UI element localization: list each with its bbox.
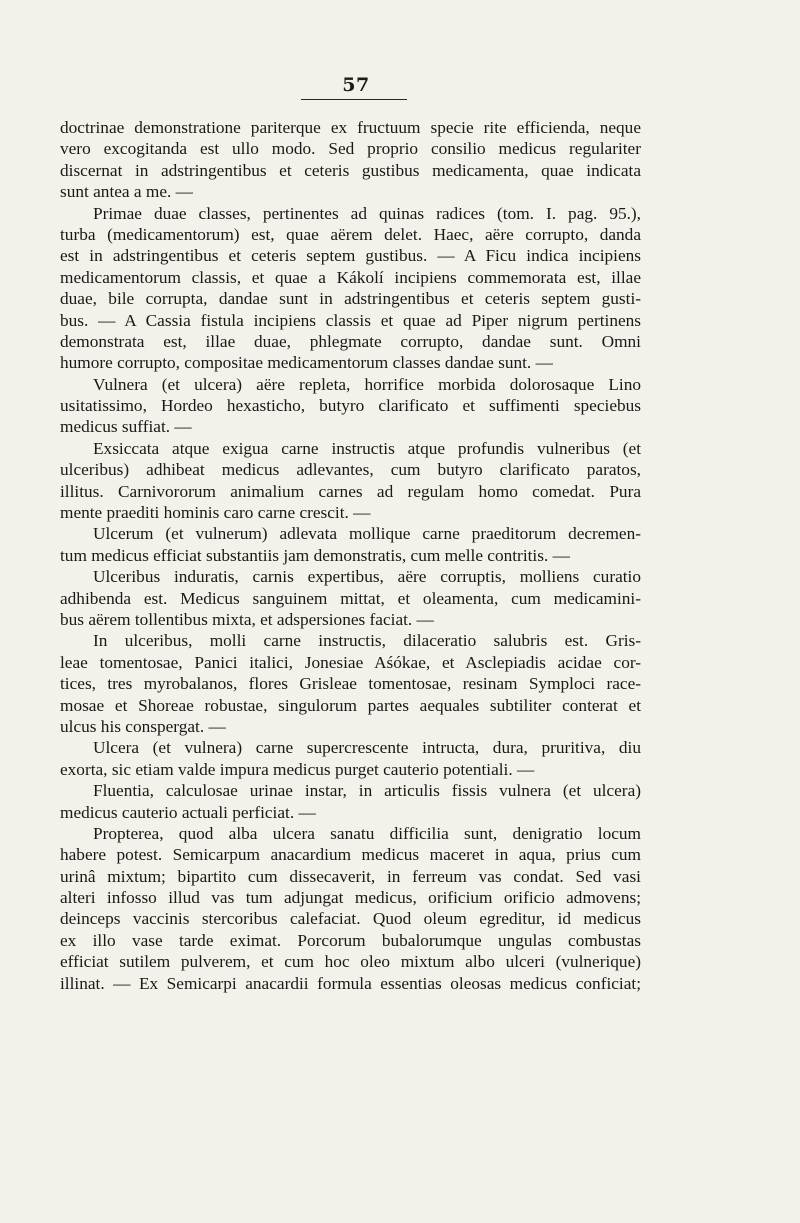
text-line: alteri infosso illud vas tum adjungat medicus, orificium orificio admovens;: [60, 888, 641, 908]
text-line: Vulnera (et ulcera) aëre repleta, horrifice morbida dolorosaque Lino: [93, 374, 641, 394]
text-line: doctrinae demonstratione pariterque ex fructuum specie rite efficienda, neque: [60, 118, 641, 137]
text-line: ulceribus) adhibeat medicus adlevantes, cum butyro clarificato paratos,: [60, 460, 641, 480]
text-line: usitatissimo, Hordeo hexasticho, butyro clarificato et suffimenti speciebus: [60, 396, 641, 416]
text-line: duae, bile corrupta, dandae sunt in adstringentibus et ceteris septem gusti-: [60, 289, 641, 309]
text-line: medicus cauterio actuali perficiat. —: [60, 802, 316, 822]
text-line: est in adstringentibus et ceteris septem gustibus. — A Ficu indica incipiens: [60, 246, 641, 266]
text-line: turba (medicamentorum) est, quae aërem delet. Haec, aëre corrupto, danda: [60, 224, 641, 244]
text-line: Fluentia, calculosae urinae instar, in articulis fissis vulnera (et ulcera): [93, 781, 641, 801]
text-line: illinat. — Ex Semicarpi anacardii formula essentias oleosas medicus conficiat;: [60, 973, 641, 993]
text-line: humore corrupto, compositae medicamentorum classes dandae sunt. —: [60, 353, 553, 373]
header-rule: [301, 99, 407, 100]
text-line: illitus. Carnivororum animalium carnes ad regulam homo comedat. Pura: [60, 481, 641, 501]
text-line: ex illo vase tarde eximat. Porcorum bubalorumque ungulas combustas: [60, 930, 641, 950]
text-line: Ulcerum (et vulnerum) adlevata mollique carne praeditorum decremen-: [93, 524, 641, 544]
body-text: [60, 117, 641, 994]
text-line: medicus suffiat. —: [60, 417, 192, 437]
text-line: Ulceribus induratis, carnis expertibus, aëre corruptis, molliens curatio: [93, 567, 641, 587]
text-line: exorta, sic etiam valde impura medicus purget cauterio potentiali. —: [60, 759, 535, 779]
page-number: 57: [342, 74, 370, 96]
text-line: Ulcera (et vulnera) carne supercrescente intructa, dura, pruritiva, diu: [93, 738, 641, 758]
text-line: sunt antea a me. —: [60, 182, 193, 202]
text-line: vero excogitanda est ullo modo. Sed proprio consilio medicus regulariter: [60, 139, 641, 159]
text-line: mente praediti hominis caro carne crescit. —: [60, 503, 371, 523]
text-line: bus aërem tollentibus mixta, et adspersiones faciat. —: [60, 609, 434, 629]
text-line: Exsiccata atque exigua carne instructis atque profundis vulneribus (et: [93, 438, 641, 458]
text-line: habere potest. Semicarpum anacardium medicus maceret in aqua, prius cum: [60, 845, 641, 865]
text-line: adhibenda est. Medicus sanguinem mittat, et oleamenta, cum medicamini-: [60, 588, 641, 608]
text-line: medicamentorum classis, et quae a Kákolí incipiens commemorata est, illae: [60, 267, 641, 287]
text-line: tum medicus efficiat substantiis jam demonstratis, cum melle contritis. —: [60, 545, 570, 565]
text-line: ulcus his conspergat. —: [60, 716, 226, 736]
text-line: efficiat sutilem pulverem, et cum hoc oleo mixtum albo ulceri (vulnerique): [60, 952, 641, 972]
text-line: demonstrata est, illae duae, phlegmate corrupto, dandae sunt. Omni: [60, 331, 641, 351]
text-line: discernat in adstringentibus et ceteris gustibus medicamenta, quae indicata: [60, 160, 641, 180]
text-line: In ulceribus, molli carne instructis, dilaceratio salubris est. Gris-: [93, 631, 641, 651]
text-line: bus. — A Cassia fistula incipiens classis et quae ad Piper nigrum pertinens: [60, 310, 641, 330]
text-line: Propterea, quod alba ulcera sanatu difficilia sunt, denigratio locum: [93, 823, 641, 843]
text-line: urinâ mixtum; bipartito cum dissecaverit, in ferreum vas condat. Sed vasi: [60, 866, 641, 886]
text-line: mosae et Shoreae robustae, singulorum partes aequales subtiliter conterat et: [60, 695, 641, 715]
text-line: leae tomentosae, Panici italici, Jonesiae Aśókae, et Asclepiadis acidae cor-: [60, 652, 641, 672]
text-line: Primae duae classes, pertinentes ad quinas radices (tom. I. pag. 95.),: [93, 203, 641, 223]
text-line: deinceps vaccinis stercoribus calefaciat. Quod oleum egreditur, id medicus: [60, 909, 641, 929]
text-line: tices, tres myrobalanos, flores Grisleae tomentosae, resinam Symploci race-: [60, 674, 641, 694]
